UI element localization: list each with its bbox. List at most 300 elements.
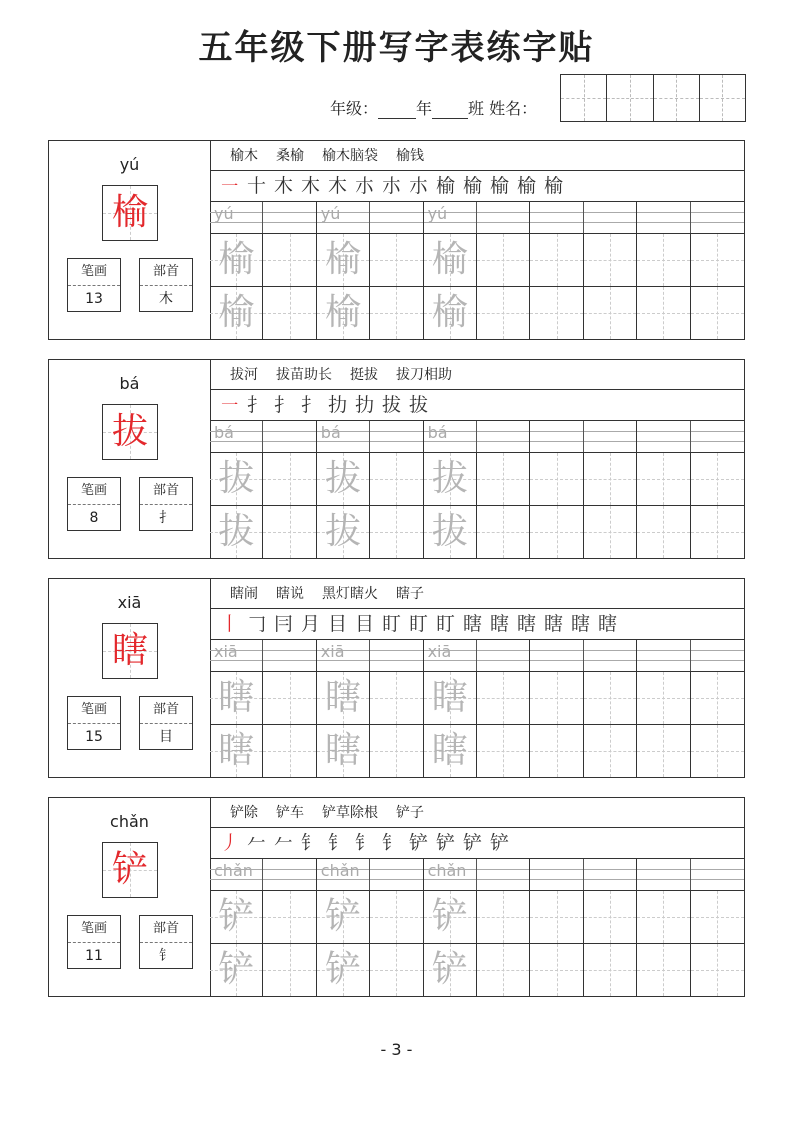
stroke-step: 扌	[300, 394, 320, 416]
model-character: 铲	[111, 849, 148, 890]
radical-value: 扌	[159, 510, 173, 526]
stroke-step: 木	[327, 175, 347, 197]
character-row	[210, 453, 744, 506]
trace-character: 铲	[324, 949, 361, 990]
example-word: 榆钱	[396, 148, 424, 164]
pinyin-cell[interactable]	[370, 421, 423, 452]
writing-cell[interactable]	[691, 944, 744, 996]
radical-box	[139, 258, 193, 312]
stroke-step: 瞎	[462, 613, 482, 635]
practice-panel	[210, 141, 744, 339]
example-word: 铲子	[396, 805, 424, 821]
pinyin-cell[interactable]	[584, 640, 637, 671]
writing-cell[interactable]	[263, 672, 316, 724]
trace-character: 瞎	[324, 730, 361, 771]
pinyin-cell[interactable]	[691, 640, 744, 671]
stroke-step: 铲	[489, 832, 509, 854]
pinyin-trace: yú	[320, 204, 341, 223]
writing-cell[interactable]	[370, 891, 423, 943]
writing-cell[interactable]	[424, 453, 477, 505]
example-word: 铲车	[276, 805, 304, 821]
writing-cell[interactable]	[370, 453, 423, 505]
stroke-step: 铲	[462, 832, 482, 854]
radical-value: 钅	[159, 948, 173, 964]
character-panel	[49, 360, 211, 558]
writing-cell[interactable]	[637, 891, 690, 943]
writing-cell[interactable]	[637, 453, 690, 505]
radical-box	[139, 696, 193, 750]
writing-cell[interactable]	[263, 287, 316, 339]
writing-cell[interactable]	[424, 287, 477, 339]
radical-label: 部首	[140, 916, 192, 943]
writing-cell[interactable]	[530, 944, 583, 996]
trace-character: 拔	[218, 511, 255, 552]
writing-cell[interactable]	[263, 506, 316, 558]
model-character: 榆	[111, 192, 148, 233]
writing-cell[interactable]	[637, 287, 690, 339]
pinyin-row	[210, 859, 744, 891]
stroke-step: 扌	[246, 394, 266, 416]
pinyin-cell[interactable]	[477, 640, 530, 671]
stroke-step: 木	[300, 175, 320, 197]
stroke-step: 拔	[381, 394, 401, 416]
writing-cell[interactable]	[691, 506, 744, 558]
writing-cell[interactable]	[477, 672, 530, 724]
practice-grid	[210, 202, 744, 339]
trace-character: 瞎	[218, 677, 255, 718]
example-word: 拔刀相助	[396, 367, 452, 383]
stroke-step: 瞎	[516, 613, 536, 635]
stroke-step: 朩	[381, 175, 401, 197]
radical-box	[139, 477, 193, 531]
example-word: 铲草除根	[322, 805, 378, 821]
writing-cell[interactable]	[477, 725, 530, 777]
pinyin-cell[interactable]	[424, 640, 477, 671]
example-word: 黑灯瞎火	[322, 586, 378, 602]
page-number: - 3 -	[380, 1040, 413, 1059]
example-word: 拔苗助长	[276, 367, 332, 383]
example-word: 瞎说	[276, 586, 304, 602]
stroke-count-label: 笔画	[68, 697, 120, 724]
student-info	[330, 96, 537, 119]
model-character-box	[102, 404, 158, 460]
trace-character: 拔	[218, 458, 255, 499]
model-character-box	[102, 185, 158, 241]
writing-cell[interactable]	[477, 234, 530, 286]
stroke-step: 盯	[408, 613, 428, 635]
pinyin-cell[interactable]	[263, 859, 316, 890]
stroke-step: 𠃌	[246, 613, 266, 635]
trace-character: 拔	[431, 511, 468, 552]
stroke-step: 钅	[381, 832, 401, 854]
stroke-step: 丿	[219, 832, 239, 854]
trace-character: 榆	[324, 292, 361, 333]
writing-cell[interactable]	[477, 891, 530, 943]
example-words	[210, 579, 744, 609]
trace-character: 瞎	[218, 730, 255, 771]
pinyin-row	[210, 202, 744, 234]
stroke-step: 榆	[516, 175, 536, 197]
page-title: 五年级下册写字表练字贴	[198, 28, 595, 68]
writing-cell[interactable]	[210, 944, 263, 996]
character-pinyin: bá	[119, 374, 140, 393]
pinyin-cell[interactable]	[370, 859, 423, 890]
example-word: 拔河	[230, 367, 258, 383]
pinyin-cell[interactable]	[691, 859, 744, 890]
writing-cell[interactable]	[584, 944, 637, 996]
writing-cell[interactable]	[210, 506, 263, 558]
pinyin-cell[interactable]	[584, 859, 637, 890]
pinyin-cell[interactable]	[637, 202, 690, 233]
stroke-step: 榆	[435, 175, 455, 197]
writing-cell[interactable]	[210, 234, 263, 286]
character-card	[48, 140, 745, 340]
radical-label: 部首	[140, 697, 192, 724]
stroke-step: 瞎	[543, 613, 563, 635]
character-panel	[49, 798, 211, 996]
writing-cell[interactable]	[317, 725, 370, 777]
trace-character: 铲	[218, 949, 255, 990]
radical-box	[139, 915, 193, 969]
writing-cell[interactable]	[370, 944, 423, 996]
stroke-step: 榆	[489, 175, 509, 197]
writing-cell[interactable]	[210, 672, 263, 724]
radical-value: 木	[159, 291, 173, 307]
example-word: 桑榆	[276, 148, 304, 164]
pinyin-cell[interactable]	[210, 202, 263, 233]
writing-cell[interactable]	[584, 725, 637, 777]
model-character: 拔	[111, 411, 148, 452]
pinyin-cell[interactable]	[584, 421, 637, 452]
trace-character: 瞎	[431, 677, 468, 718]
pinyin-cell[interactable]	[263, 202, 316, 233]
writing-cell[interactable]	[317, 891, 370, 943]
character-row	[210, 725, 744, 777]
trace-character: 榆	[218, 292, 255, 333]
stroke-step: 朩	[408, 175, 428, 197]
stroke-step: ㇐	[219, 394, 239, 416]
name-cell[interactable]	[561, 75, 607, 121]
writing-cell[interactable]	[477, 944, 530, 996]
pinyin-cell[interactable]	[530, 421, 583, 452]
pinyin-cell[interactable]	[477, 421, 530, 452]
pinyin-trace: yú	[214, 204, 234, 223]
stroke-count-box	[67, 477, 121, 531]
pinyin-cell[interactable]	[637, 859, 690, 890]
writing-cell[interactable]	[424, 891, 477, 943]
writing-cell[interactable]	[424, 725, 477, 777]
writing-cell[interactable]	[637, 725, 690, 777]
pinyin-cell[interactable]	[317, 202, 370, 233]
name-cell[interactable]	[654, 75, 700, 121]
stroke-step: 瞎	[597, 613, 617, 635]
stroke-count-label: 笔画	[68, 478, 120, 505]
character-row	[210, 287, 744, 339]
writing-cell[interactable]	[317, 234, 370, 286]
model-character-box	[102, 842, 158, 898]
character-row	[210, 672, 744, 725]
writing-cell[interactable]	[584, 453, 637, 505]
pinyin-trace: yú	[427, 204, 448, 223]
stroke-count-box	[67, 258, 121, 312]
stroke-step: 扐	[327, 394, 347, 416]
name-cell[interactable]	[700, 75, 745, 121]
writing-cell[interactable]	[317, 944, 370, 996]
writing-cell[interactable]	[317, 672, 370, 724]
example-word: 榆木脑袋	[322, 148, 378, 164]
writing-cell[interactable]	[691, 453, 744, 505]
stroke-step: 榆	[543, 175, 563, 197]
pinyin-trace: bá	[320, 423, 341, 442]
writing-cell[interactable]	[263, 725, 316, 777]
writing-cell[interactable]	[210, 725, 263, 777]
stroke-step: 木	[273, 175, 293, 197]
pinyin-trace: xiā	[320, 642, 345, 661]
model-character: 瞎	[111, 630, 148, 671]
pinyin-cell[interactable]	[584, 202, 637, 233]
stroke-step: 朩	[354, 175, 374, 197]
stroke-count-label: 笔画	[68, 259, 120, 286]
pinyin-cell[interactable]	[530, 640, 583, 671]
pinyin-cell[interactable]	[317, 640, 370, 671]
pinyin-trace: xiā	[427, 642, 452, 661]
writing-cell[interactable]	[263, 453, 316, 505]
writing-cell[interactable]	[477, 506, 530, 558]
pinyin-trace: xiā	[214, 642, 238, 661]
radical-label: 部首	[140, 259, 192, 286]
pinyin-cell[interactable]	[691, 421, 744, 452]
trace-character: 铲	[218, 896, 255, 937]
trace-character: 铲	[324, 896, 361, 937]
trace-character: 榆	[431, 292, 468, 333]
pinyin-cell[interactable]	[317, 421, 370, 452]
writing-cell[interactable]	[210, 891, 263, 943]
writing-cell[interactable]	[317, 287, 370, 339]
writing-cell[interactable]	[530, 234, 583, 286]
pinyin-cell[interactable]	[210, 421, 263, 452]
stroke-order	[210, 390, 744, 421]
writing-cell[interactable]	[530, 672, 583, 724]
stroke-step: 瞎	[570, 613, 590, 635]
stroke-step: 铲	[435, 832, 455, 854]
character-row	[210, 944, 744, 996]
trace-character: 榆	[431, 239, 468, 280]
writing-cell[interactable]	[637, 944, 690, 996]
writing-cell[interactable]	[530, 891, 583, 943]
stroke-order	[210, 171, 744, 202]
radical-label: 部首	[140, 478, 192, 505]
example-word: 瞎子	[396, 586, 424, 602]
writing-cell[interactable]	[370, 672, 423, 724]
stroke-count-value: 13	[85, 291, 103, 307]
stroke-step: 月	[300, 613, 320, 635]
example-word: 铲除	[230, 805, 258, 821]
writing-cell[interactable]	[637, 234, 690, 286]
pinyin-cell[interactable]	[370, 640, 423, 671]
pinyin-cell[interactable]	[477, 202, 530, 233]
pinyin-cell[interactable]	[263, 421, 316, 452]
model-character-box	[102, 623, 158, 679]
stroke-order	[210, 609, 744, 640]
stroke-step: 目	[327, 613, 347, 635]
writing-cell[interactable]	[317, 453, 370, 505]
pinyin-trace: chǎn	[427, 861, 467, 880]
stroke-step: 十	[246, 175, 266, 197]
writing-cell[interactable]	[691, 672, 744, 724]
writing-cell[interactable]	[263, 234, 316, 286]
writing-cell[interactable]	[424, 944, 477, 996]
writing-cell[interactable]	[424, 506, 477, 558]
writing-cell[interactable]	[477, 287, 530, 339]
example-word: 瞎闹	[230, 586, 258, 602]
character-row	[210, 891, 744, 944]
trace-character: 榆	[218, 239, 255, 280]
writing-cell[interactable]	[370, 287, 423, 339]
example-word: 挺拔	[350, 367, 378, 383]
writing-cell[interactable]	[263, 891, 316, 943]
trace-character: 瞎	[431, 730, 468, 771]
writing-cell[interactable]	[691, 287, 744, 339]
writing-cell[interactable]	[584, 672, 637, 724]
example-words	[210, 360, 744, 390]
writing-cell[interactable]	[317, 506, 370, 558]
stroke-count-label: 笔画	[68, 916, 120, 943]
writing-cell[interactable]	[424, 234, 477, 286]
pinyin-cell[interactable]	[477, 859, 530, 890]
character-card	[48, 359, 745, 559]
class-blank[interactable]	[432, 104, 468, 119]
writing-cell[interactable]	[424, 672, 477, 724]
stroke-step: 瞎	[489, 613, 509, 635]
pinyin-row	[210, 421, 744, 453]
character-pinyin: xiā	[117, 593, 142, 612]
stroke-step: 扌	[273, 394, 293, 416]
pinyin-cell[interactable]	[691, 202, 744, 233]
trace-character: 拔	[431, 458, 468, 499]
practice-grid	[210, 859, 744, 996]
pinyin-cell[interactable]	[317, 859, 370, 890]
example-words	[210, 798, 744, 828]
character-panel	[49, 141, 211, 339]
practice-panel	[210, 360, 744, 558]
stroke-count-box	[67, 915, 121, 969]
stroke-count-value: 11	[85, 948, 103, 964]
writing-cell[interactable]	[637, 506, 690, 558]
stroke-step: 拔	[408, 394, 428, 416]
stroke-step: 钅	[300, 832, 320, 854]
character-card	[48, 578, 745, 778]
pinyin-cell[interactable]	[637, 640, 690, 671]
character-row	[210, 506, 744, 558]
stroke-step: 盯	[381, 613, 401, 635]
pinyin-trace: chǎn	[320, 861, 360, 880]
pinyin-trace: chǎn	[214, 861, 253, 880]
writing-cell[interactable]	[584, 506, 637, 558]
pinyin-row	[210, 640, 744, 672]
writing-cell[interactable]	[530, 453, 583, 505]
character-pinyin: yú	[119, 155, 140, 174]
trace-character: 榆	[324, 239, 361, 280]
stroke-step: 丨	[219, 613, 239, 635]
pinyin-cell[interactable]	[210, 640, 263, 671]
writing-cell[interactable]	[210, 287, 263, 339]
name-cell[interactable]	[607, 75, 653, 121]
example-word: 榆木	[230, 148, 258, 164]
pinyin-cell[interactable]	[637, 421, 690, 452]
writing-cell[interactable]	[691, 234, 744, 286]
writing-cell[interactable]	[637, 672, 690, 724]
stroke-step: 钅	[327, 832, 347, 854]
writing-cell[interactable]	[477, 453, 530, 505]
character-panel	[49, 579, 211, 777]
practice-grid	[210, 640, 744, 777]
practice-panel	[210, 798, 744, 996]
stroke-step: 榆	[462, 175, 482, 197]
writing-cell[interactable]	[691, 891, 744, 943]
stroke-step: 盯	[435, 613, 455, 635]
pinyin-cell[interactable]	[530, 859, 583, 890]
trace-character: 拔	[324, 511, 361, 552]
class-label: 班	[468, 99, 485, 118]
stroke-order	[210, 828, 744, 859]
radical-value: 目	[159, 729, 173, 745]
stroke-step: 扐	[354, 394, 374, 416]
trace-character: 铲	[431, 949, 468, 990]
writing-cell[interactable]	[584, 287, 637, 339]
pinyin-trace: bá	[427, 423, 448, 442]
writing-cell[interactable]	[370, 234, 423, 286]
stroke-step: 𠂉	[246, 832, 266, 854]
pinyin-cell[interactable]	[424, 202, 477, 233]
pinyin-cell[interactable]	[263, 640, 316, 671]
year-label: 年	[416, 99, 433, 118]
writing-cell[interactable]	[530, 287, 583, 339]
writing-cell[interactable]	[370, 506, 423, 558]
character-pinyin: chǎn	[110, 812, 149, 831]
example-words	[210, 141, 744, 171]
name-writing-box[interactable]	[560, 74, 746, 122]
practice-panel	[210, 579, 744, 777]
character-card	[48, 797, 745, 997]
stroke-step: 目	[354, 613, 374, 635]
trace-character: 瞎	[324, 677, 361, 718]
grade-label: 年级：	[330, 99, 379, 118]
writing-cell[interactable]	[210, 453, 263, 505]
writing-cell[interactable]	[370, 725, 423, 777]
pinyin-cell[interactable]	[210, 859, 263, 890]
pinyin-cell[interactable]	[424, 421, 477, 452]
pinyin-cell[interactable]	[530, 202, 583, 233]
writing-cell[interactable]	[530, 725, 583, 777]
stroke-step: ㇐	[219, 175, 239, 197]
stroke-step: 钅	[354, 832, 374, 854]
writing-cell[interactable]	[691, 725, 744, 777]
pinyin-cell[interactable]	[424, 859, 477, 890]
stroke-count-value: 8	[89, 510, 99, 526]
trace-character: 拔	[324, 458, 361, 499]
character-row	[210, 234, 744, 287]
writing-cell[interactable]	[263, 944, 316, 996]
grade-blank[interactable]	[378, 104, 416, 119]
writing-cell[interactable]	[584, 234, 637, 286]
pinyin-cell[interactable]	[370, 202, 423, 233]
writing-cell[interactable]	[530, 506, 583, 558]
stroke-count-box	[67, 696, 121, 750]
stroke-step: 冃	[273, 613, 293, 635]
stroke-step: 铲	[408, 832, 428, 854]
writing-cell[interactable]	[584, 891, 637, 943]
stroke-step: 𠂉	[273, 832, 293, 854]
